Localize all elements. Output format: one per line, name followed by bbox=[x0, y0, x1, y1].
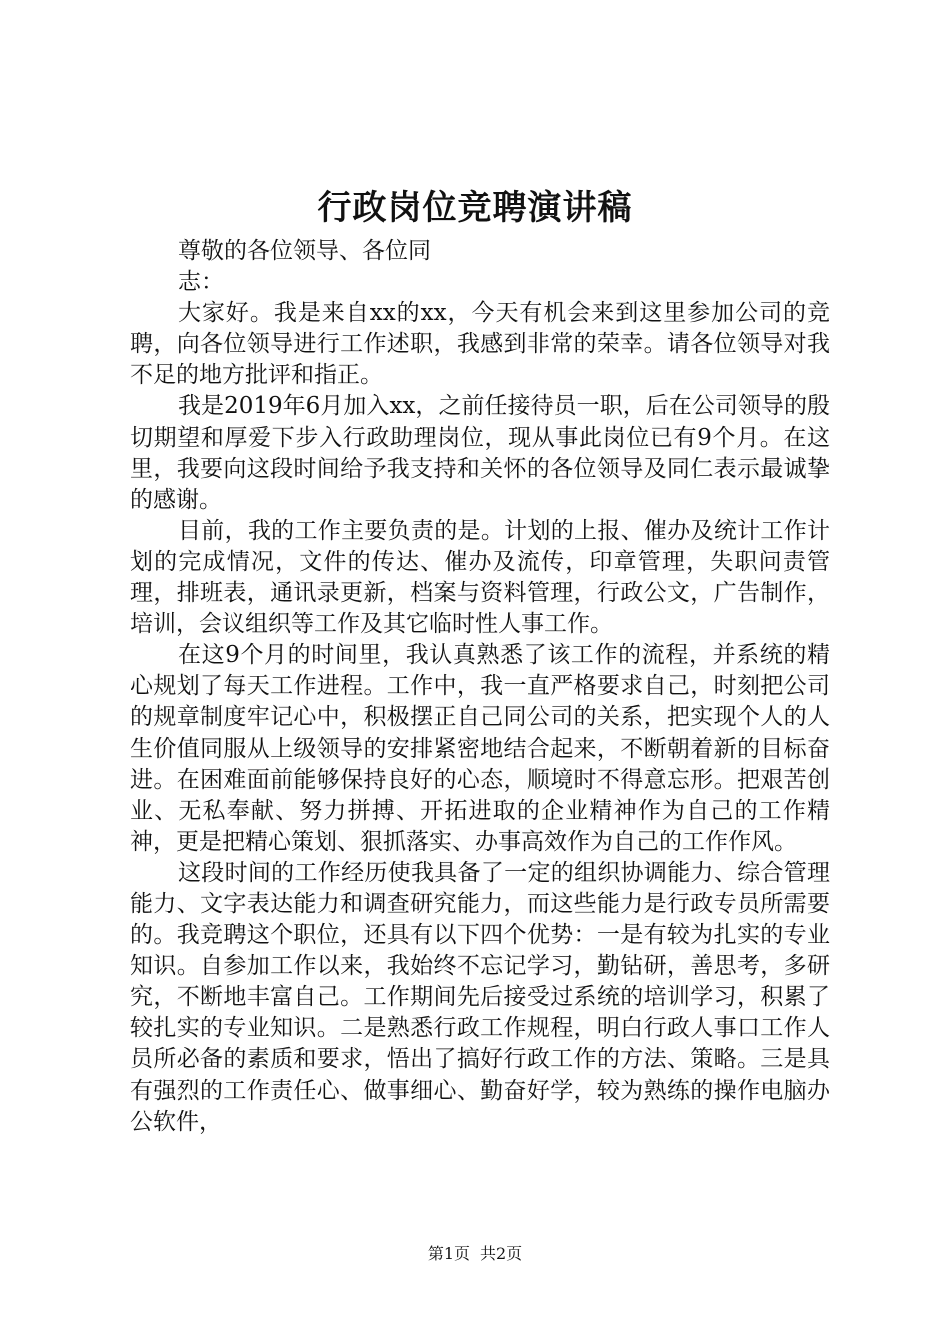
document-title: 行政岗位竞聘演讲稿 bbox=[317, 188, 633, 228]
page-footer bbox=[0, 1242, 950, 1266]
paragraph-4: 在这9个月的时间里，我认真熟悉了该工作的流程，并系统的精心规划了每天工作进程。工作中，我一直严格要求自己，时刻把公司的规章制度牢记心中，积极摆正自己同公司的关系，把实现个人的人生价值同服从上级领导的安排紧密地结合起来，不断朝着新的目标奋进。在困难面前能够保持良好的心态，顺境时不得意忘形。把艰苦创业、无私奉献、努力拼搏、开拓进取的企业精神作为自己的工作精神，更是把精心策划、狠抓落实、办事高效作为自己的工作作风。 bbox=[130, 642, 830, 855]
page-number: 第1页 bbox=[427, 1244, 470, 1263]
document-body bbox=[130, 236, 830, 1138]
paragraph-3: 目前，我的工作主要负责的是。计划的上报、催办及统计工作计划的完成情况，文件的传达、催办及流传，印章管理，失职问责管理，排班表，通讯录更新，档案与资料管理，行政公文，广告制作，培训，会议组织等工作及其它临时性人事工作。 bbox=[130, 517, 830, 638]
salutation: 尊敬的各位领导、各位同志： bbox=[178, 238, 431, 296]
page-total: 共2页 bbox=[480, 1244, 523, 1263]
paragraph-1: 大家好。我是来自xx的xx，今天有机会来到这里参加公司的竞聘，向各位领导进行工作述职，我感到非常的荣幸。请各位领导对我不足的地方批评和指正。 bbox=[130, 300, 830, 389]
paragraph-2: 我是2019年6月加入xx，之前任接待员一职，后在公司领导的殷切期望和厚爱下步入行政助理岗位，现从事此岗位已有9个月。在这里，我要向这段时间给予我支持和关怀的各位领导及同仁表示最诚挚的感谢。 bbox=[130, 393, 830, 513]
paragraph-5: 这段时间的工作经历使我具备了一定的组织协调能力、综合管理能力、文字表达能力和调查研究能力，而这些能力是行政专员所需要的。我竞聘这个职位，还具有以下四个优势：一是有较为扎实的专业知识。自参加工作以来，我始终不忘记学习，勤钻研，善思考，多研究，不断地丰富自己。工作期间先后接受过系统的培训学习，积累了较扎实的专业知识。二是熟悉行政工作规程，明白行政人事口工作人员所必备的素质和要求，悟出了搞好行政工作的方法、策略。三是具有强烈的工作责任心、做事细心、勤奋好学，较为熟练的操作电脑办公软件， bbox=[130, 859, 830, 1135]
